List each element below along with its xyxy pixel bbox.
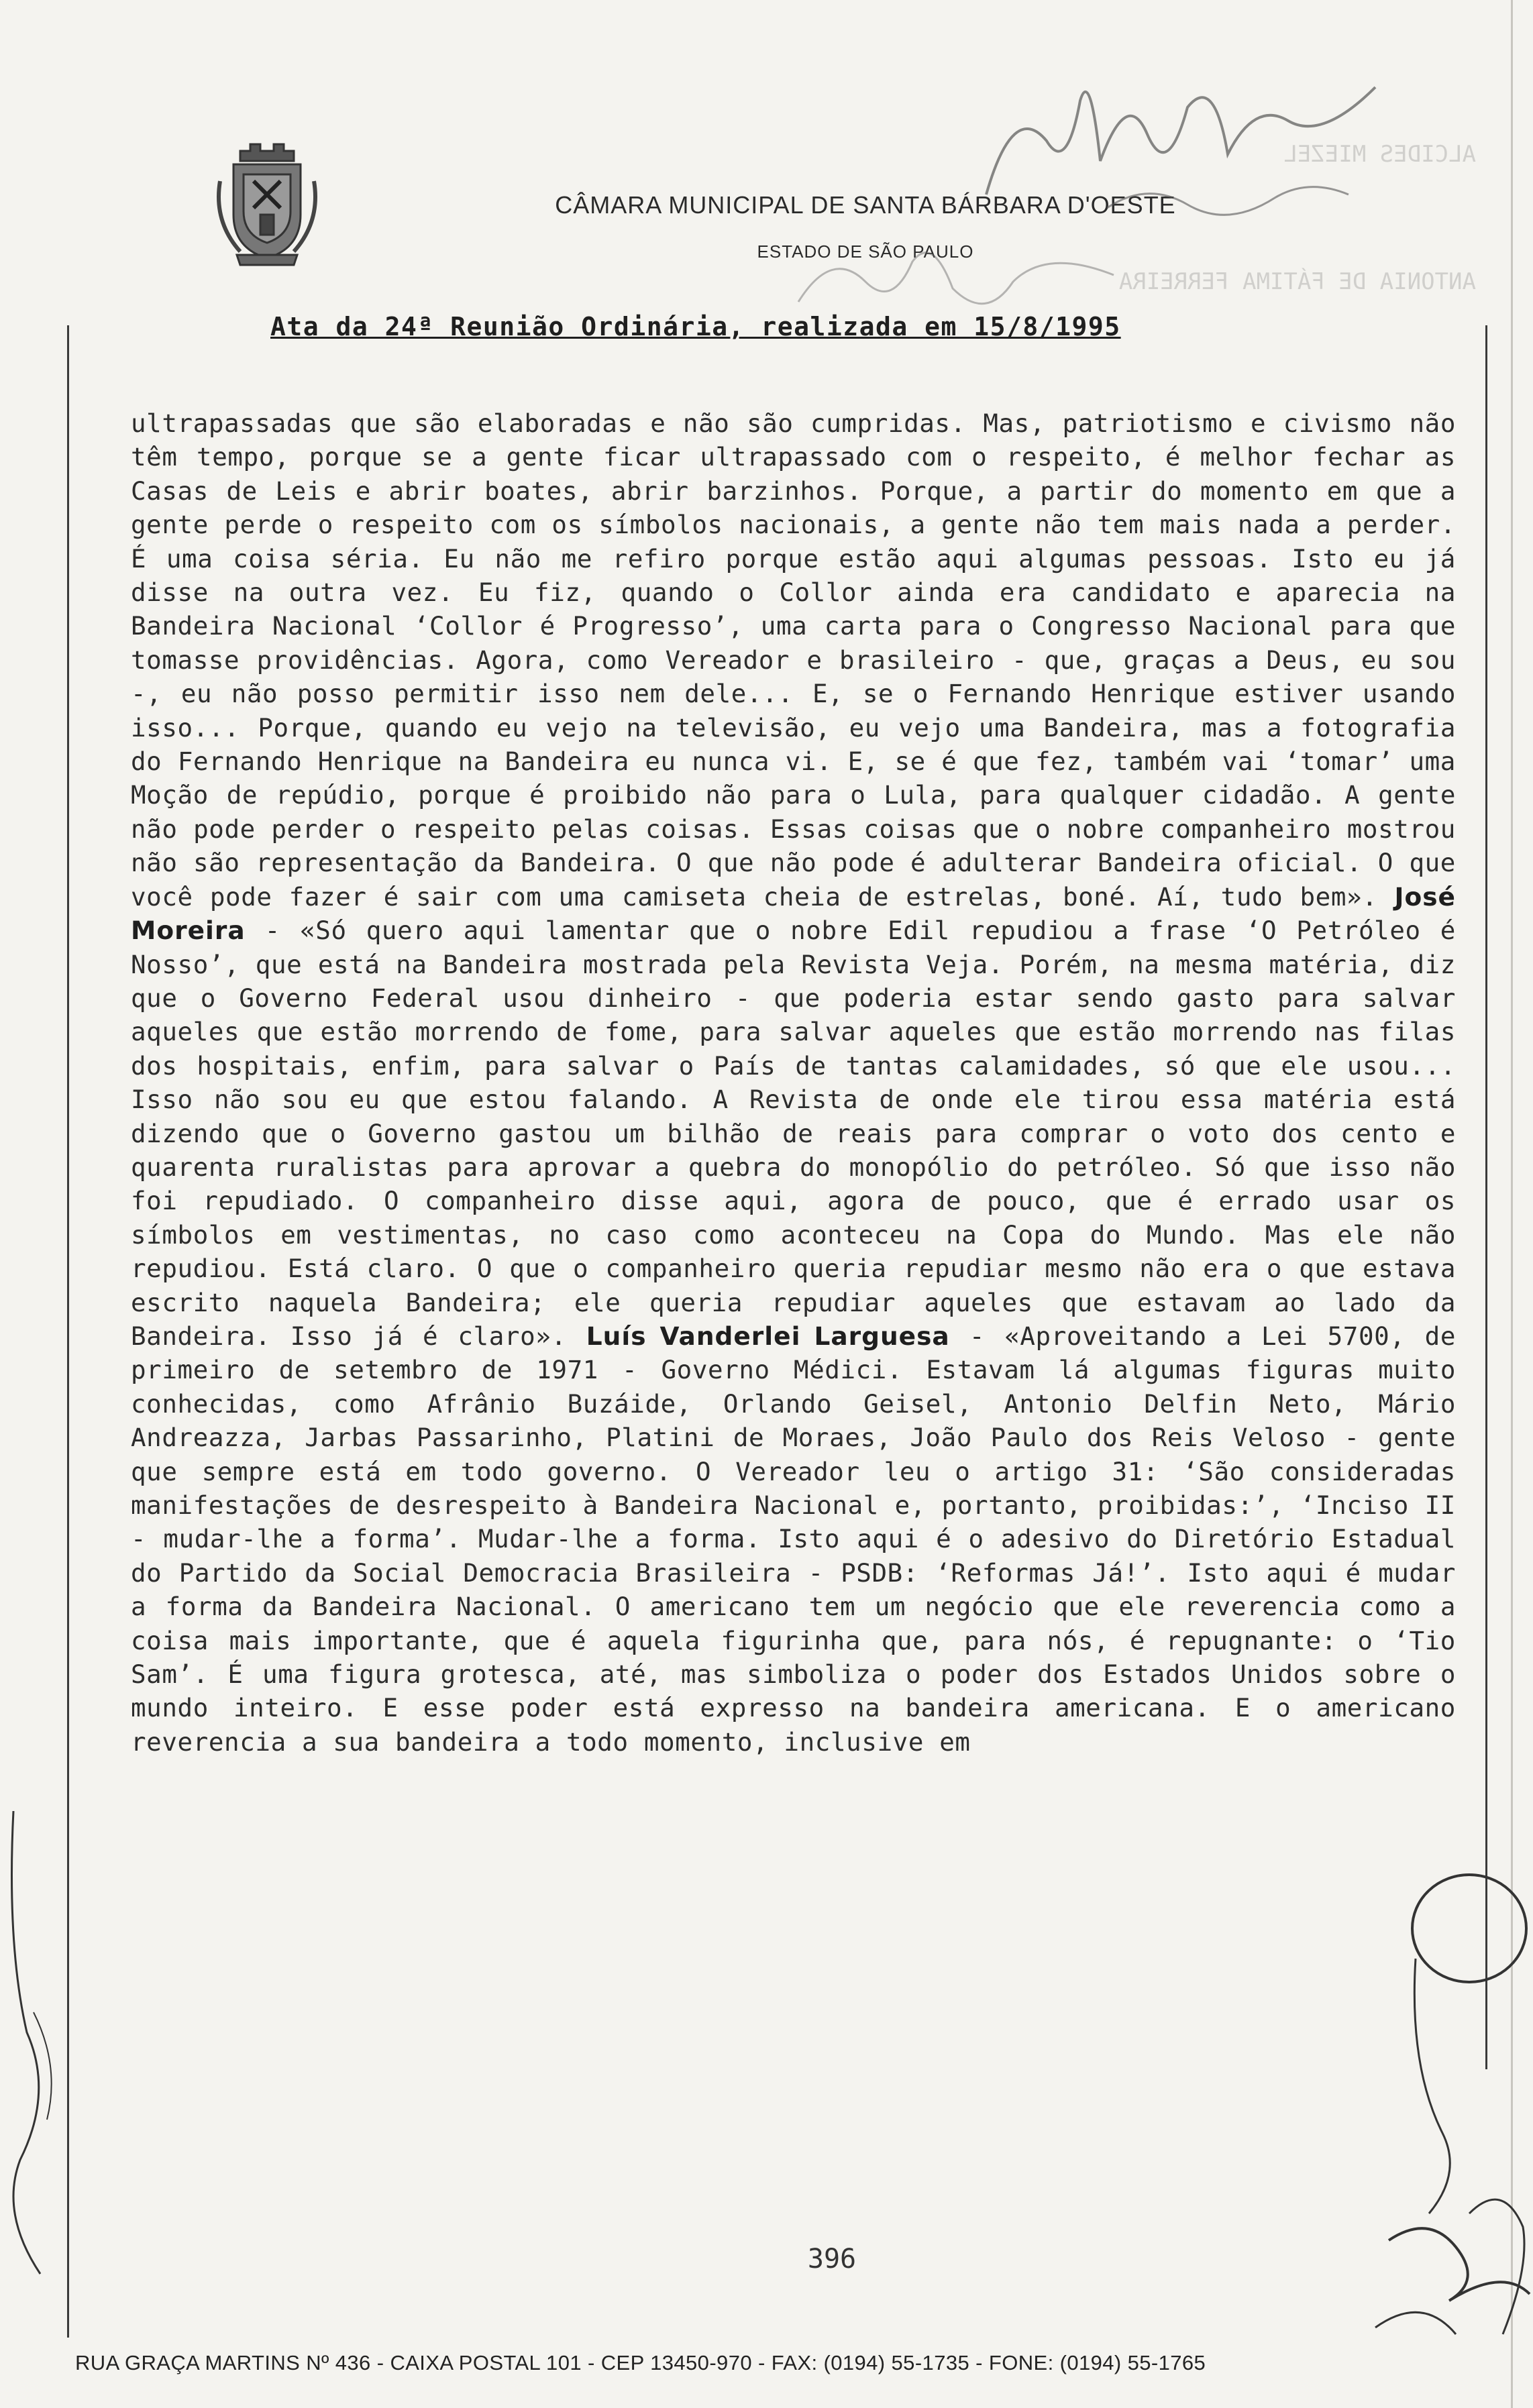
footer-address: RUA GRAÇA MARTINS Nº 436 - CAIXA POSTAL 101 - CEP 13450-970 - FAX: (0194) 55-1735 - FONE: (0194) 55-1765 bbox=[75, 2351, 1206, 2374]
chamber-name: CÂMARA MUNICIPAL DE SANTA BÁRBARA D'OESTE bbox=[555, 191, 1176, 219]
minutes-body bbox=[131, 406, 1456, 1759]
signature-bottom-right bbox=[1369, 1865, 1533, 2348]
bleed-line-2: ANTONIA DE FÁTIMA FERREIRA bbox=[1118, 268, 1476, 295]
speaker-name: José Moreira bbox=[131, 881, 1456, 946]
paragraph-text: - «Só quero aqui lamentar que o nobre Edil repudiou a frase ‘O Petróleo é Nosso’, que está na Bandeira mostrada pela Revista Veja. Porém, na mesma matéria, diz que o Governo Federal usou dinheiro - que poderia estar sendo gasto para salvar aqueles que estão morrendo de fome, para salvar aqueles que estão morrendo nas filas dos hospitais, enfim, para salvar o País de tantas calamidades, só que ele usou... Isso não sou eu que estou falando. A Revista de onde ele tirou essa matéria está dizendo que o Governo gastou um bilhão de reais para comprar o voto dos cento e quarenta ruralistas para aprovar a quebra do monopólio do petróleo. Só que isso não foi repudiado. O companheiro disse aqui, agora de pouco, que é errado usar os símbolos em vestimentas, no caso como aconteceu na Copa do Mundo. Mas ele não repudiou. Está claro. O que o companheiro queria repudiar mesmo não era o que estava escrito naquela Bandeira; ele queria repudiar aqueles que estavam ao lado da Bandeira. Isso já é claro». bbox=[131, 916, 1456, 1351]
page-number: 396 bbox=[807, 2244, 857, 2275]
signature-top-right bbox=[973, 60, 1389, 235]
bleed-line-1: ALCIDES MIEZEL bbox=[1283, 141, 1476, 168]
signature-left-margin bbox=[0, 1811, 74, 2281]
paragraph-text: - «Aproveitando a Lei 5700, de primeiro de setembro de 1971 - Governo Médici. Estavam lá algumas figuras muito conhecidas, como Afrânio Buzáide, Orlando Geisel, Antonio Delfin Neto, Mário Andreazza, Jarbas Passarinho, Platini de Moraes, João Paulo dos Reis Veloso - gente que sempre está em todo governo. O Vereador leu o artigo 31: ‘São consideradas manifestações de desrespeito à Bandeira Nacional e, portanto, proibidas:’, ‘Inciso II - mudar-lhe a forma’. Mudar-lhe a forma. Isto aqui é o adesivo do Diretório Estadual do Partido da Social Democracia Brasileira - PSDB: ‘Reformas Já!’. Isto aqui é mudar a forma da Bandeira Nacional. O americano tem um negócio que ele reverencia como a coisa mais importante, que é aquela figurinha que, para nós, é repugnante: o ‘Tio Sam’. É uma figura grotesca, até, mas simboliza o poder dos Estados Unidos sobre o mundo inteiro. E esse poder está expresso na bandeira americana. E o americano reverencia a sua bandeira a todo momento, inclusive em bbox=[131, 1321, 1456, 1757]
right-margin-rule bbox=[1485, 325, 1487, 2069]
body-paragraph-1 bbox=[131, 406, 1456, 1759]
minutes-title: Ata da 24ª Reunião Ordinária, realizada em 15/8/1995 bbox=[270, 312, 1121, 341]
signature-middle-right bbox=[792, 221, 1127, 329]
paragraph-text: ultrapassadas que são elaboradas e não são cumpridas. Mas, patriotismo e civismo não têm tempo, porque se a gente ficar ultrapassado com o respeito, é melhor fechar as Casas de Leis e abrir boates, abrir barzinhos. Porque, a partir do momento em que a gente perde o respeito com os símbolos nacionais, a gente não tem mais nada a perder. É uma coisa séria. Eu não me refiro porque estão aqui algumas pessoas. Isto eu já disse na outra vez. Eu fiz, quando o Collor ainda era candidato e aparecia na Bandeira Nacional ‘Collor é Progresso’, uma carta para o Congresso Nacional para que tomasse providências. Agora, como Vereador e brasileiro - que, graças a Deus, eu sou -, eu não posso permitir isso nem dele... E, se o Fernando Henrique estiver usando isso... Porque, quando eu vejo na televisão, eu vejo uma Bandeira, mas a fotografia do Fernando Henrique na Bandeira eu nunca vi. E, se é que fez, também vai ‘tomar’ uma Moção de repúdio, porque é proibido não para o Lula, para qualquer cidadão. A gente não pode perder o respeito pelas coisas. Essas coisas que o nobre companheiro mostrou não são representação da Bandeira. O que não pode é adulterar Bandeira oficial. O que você pode fazer é sair com uma camiseta cheia de estrelas, boné. Aí, tudo bem». bbox=[131, 408, 1456, 912]
state-name: ESTADO DE SÃO PAULO bbox=[757, 241, 974, 262]
coat-of-arms-icon bbox=[213, 134, 321, 268]
speaker-name: Luís Vanderlei Larguesa bbox=[586, 1321, 950, 1351]
